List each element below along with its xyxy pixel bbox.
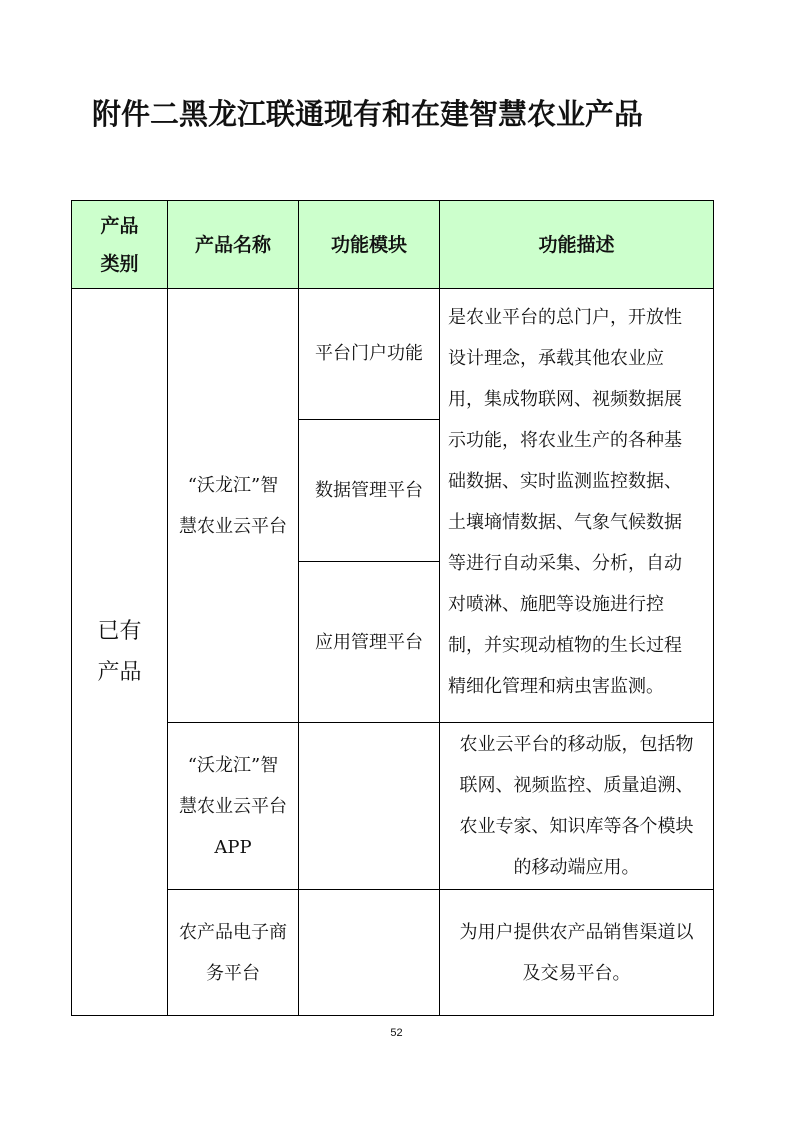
description-line: 联网、视频监控、质量追溯、 bbox=[459, 775, 694, 796]
description-cell bbox=[439, 889, 714, 1016]
description-line: 对喷淋、施肥等设施进行控 bbox=[448, 594, 664, 615]
module-cell bbox=[298, 419, 440, 562]
product-name-cell bbox=[167, 722, 299, 890]
header-description bbox=[439, 200, 714, 289]
description-line: 等进行自动采集、分析，自动 bbox=[448, 553, 682, 574]
description-line: 农业云平台的移动版，包括物 bbox=[459, 734, 694, 755]
header-module bbox=[298, 200, 440, 289]
product-name: “沃龙江”智 bbox=[187, 754, 279, 776]
description-line: 设计理念，承载其他农业应 bbox=[448, 348, 664, 369]
description-line: 示功能，将农业生产的各种基 bbox=[448, 430, 682, 451]
header-name bbox=[167, 200, 299, 289]
module-cell bbox=[298, 889, 440, 1016]
module-name: 平台门户功能 bbox=[315, 343, 423, 364]
product-name: 慧农业云平台 bbox=[179, 795, 287, 817]
category-text: 产品 bbox=[97, 660, 142, 685]
product-name: APP bbox=[214, 836, 252, 858]
module-cell bbox=[298, 722, 440, 890]
page-number: 52 bbox=[390, 1027, 403, 1039]
header-text: 类别 bbox=[100, 252, 139, 275]
product-name: 农产品电子商 bbox=[179, 921, 287, 943]
module-cell bbox=[298, 288, 440, 420]
product-name-cell bbox=[167, 889, 299, 1016]
description-line: 农业专家、知识库等各个模块 bbox=[459, 816, 694, 837]
description-line: 精细化管理和病虫害监测。 bbox=[448, 676, 664, 697]
description-cell bbox=[439, 288, 714, 723]
description-line: 为用户提供农产品销售渠道以 bbox=[459, 921, 694, 943]
module-name: 数据管理平台 bbox=[315, 480, 423, 501]
product-name: “沃龙江”智 bbox=[187, 474, 279, 496]
page-title: 附件二黑龙江联通现有和在建智慧农业产品 bbox=[92, 97, 644, 131]
description-line: 用，集成物联网、视频数据展 bbox=[448, 389, 682, 410]
description-line: 制，并实现动植物的生长过程 bbox=[448, 635, 682, 656]
description-line: 础数据、实时监测监控数据、 bbox=[448, 471, 682, 492]
product-name: 慧农业云平台 bbox=[179, 515, 287, 537]
product-name-cell bbox=[167, 288, 299, 723]
header-text: 功能描述 bbox=[538, 233, 615, 256]
description-line: 的移动端应用。 bbox=[513, 857, 640, 878]
product-name: 务平台 bbox=[206, 962, 260, 984]
category-text: 已有 bbox=[97, 619, 142, 644]
category-cell bbox=[71, 288, 168, 1016]
header-text: 产品 bbox=[100, 214, 139, 237]
description-cell bbox=[439, 722, 714, 890]
module-name: 应用管理平台 bbox=[315, 631, 423, 653]
description-line: 及交易平台。 bbox=[522, 962, 631, 984]
header-text: 功能模块 bbox=[330, 233, 407, 256]
header-text: 产品名称 bbox=[194, 233, 271, 256]
description-line: 土壤墒情数据、气象气候数据 bbox=[448, 512, 682, 533]
header-category bbox=[71, 200, 168, 289]
module-cell bbox=[298, 561, 440, 723]
description-line: 是农业平台的总门户，开放性 bbox=[448, 307, 682, 328]
